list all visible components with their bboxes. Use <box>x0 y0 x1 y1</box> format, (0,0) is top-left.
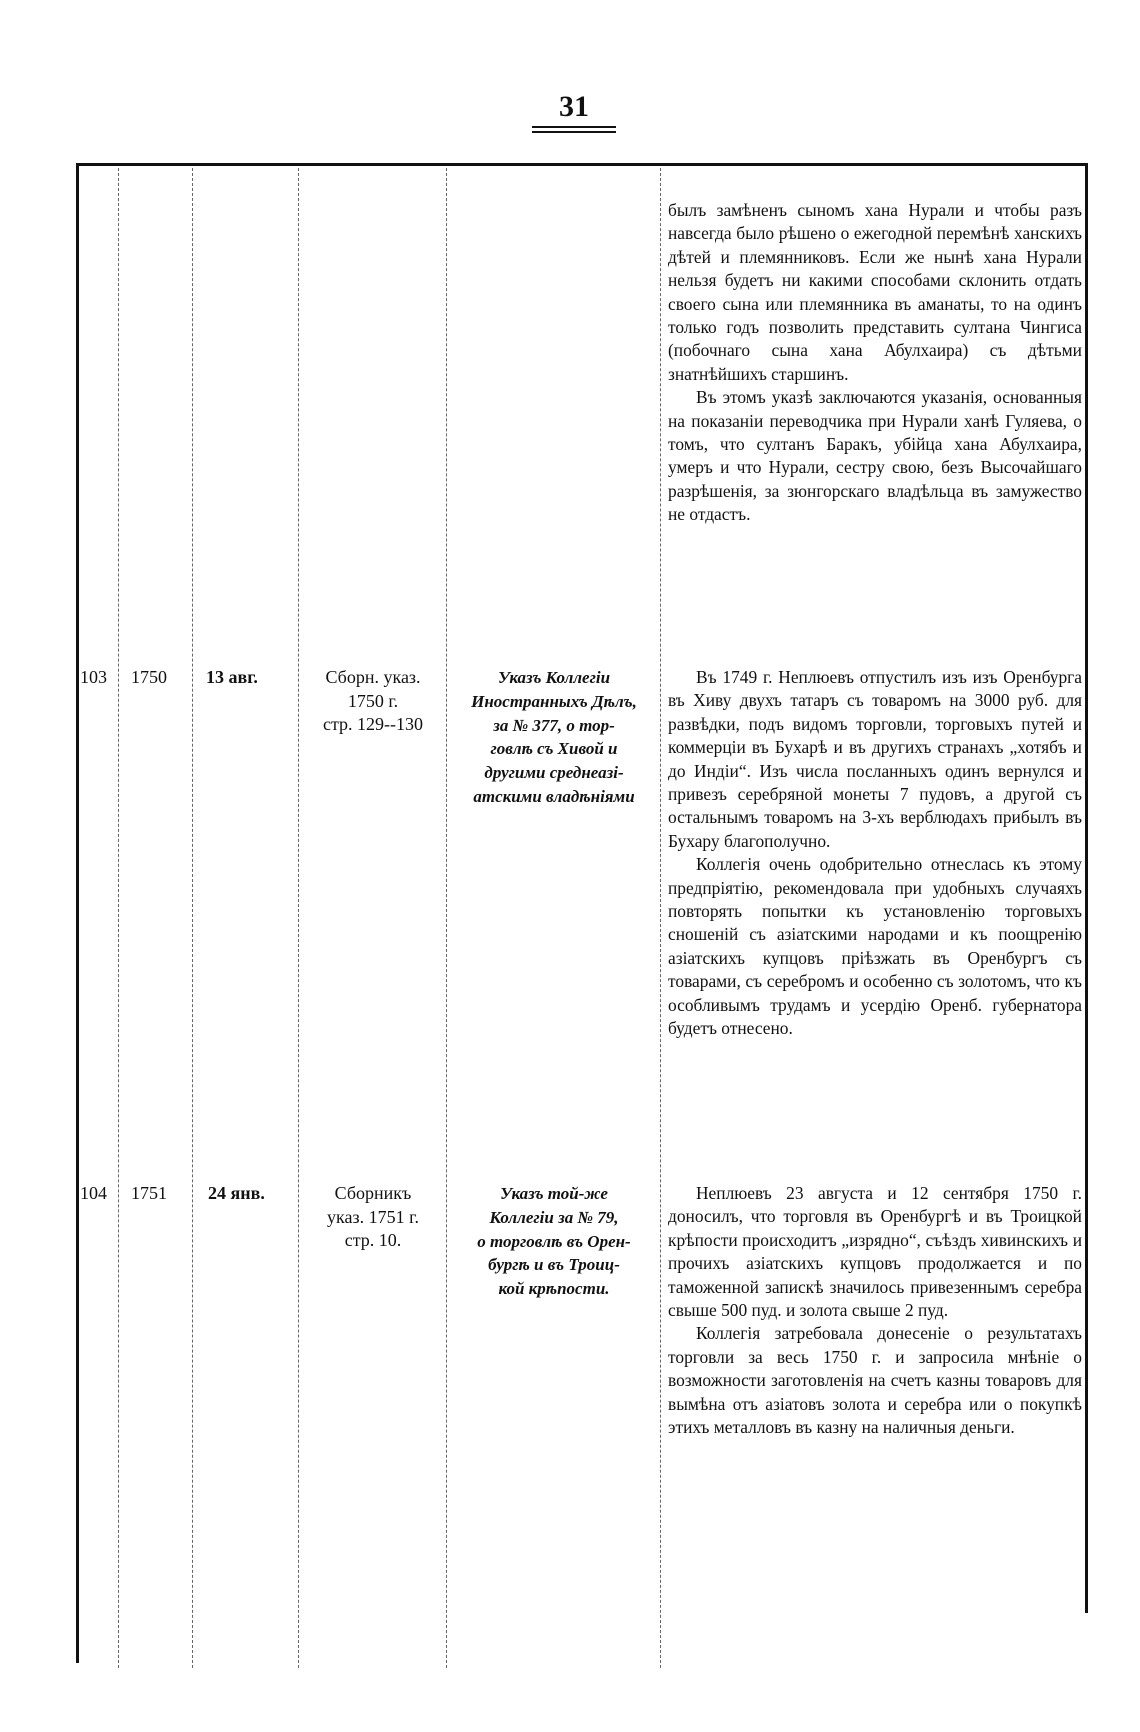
entry-103-year: 1750 <box>131 667 167 687</box>
column-divider-4 <box>446 168 447 1668</box>
entry-104-title-line-2: Коллегіи за № 79, <box>489 1207 619 1227</box>
entry-104-source-line-3: стр. 10. <box>344 1230 402 1250</box>
entry-103-number: 103 <box>80 667 107 687</box>
page-number-underline-2 <box>532 131 616 133</box>
column-divider-5 <box>660 168 661 1668</box>
entry-103-paragraph-1: Въ 1749 г. Неплюевъ отпустилъ изъ изъ Оренбурга въ Хиву двухъ татаръ съ товаромъ на 3000 руб. для развѣдки, подъ видомъ торговли, торговыхъ путей и коммерціи въ Бухарѣ и въ другихъ странахъ „хотябъ и до Индіи“. Изъ числа посланныхъ одинъ вернулся и привезъ серебряной монеты 7 пудовъ, а другой съ остальнымъ товаромъ на 3-хъ верблюдахъ прибылъ въ Бухару благополучно. <box>668 667 1082 851</box>
entry-103-title-line-4: говлѣ съ Хивой и <box>490 739 618 759</box>
entry-104-title-line-5: кой крѣпости. <box>498 1279 610 1299</box>
entry-104-source <box>300 1182 446 1253</box>
entry-104-paragraph-2: Коллегія затребовала донесеніе о результатахъ торговли за весь 1750 г. и запросила мнѣніе о возможности заготовленія на счетъ казны товаровъ для вымѣна отъ азіатовъ золота и серебра или о покупкѣ этихъ металловъ въ казну на наличныя деньги. <box>668 1323 1082 1438</box>
entry-103-source-line-3: стр. 129--130 <box>322 714 424 734</box>
entry-103-title-line-2: Иностранныхъ Дѣлъ, <box>471 691 637 711</box>
entry-103-source-line-2: 1750 г. <box>347 690 399 711</box>
entry-103-text <box>668 666 1082 1041</box>
page-number: 31 <box>559 90 589 123</box>
entry-103-source <box>300 666 446 737</box>
entry-104-paragraph-1: Неплюевъ 23 августа и 12 сентября 1750 г. доносилъ, что торговля въ Оренбургѣ и въ Троицкой крѣпости происходитъ „изрядно“, съѣздъ хивинскихъ и прочихъ азіатскихъ купцовъ продолжается и по таможенной запискѣ значилось привезеннымъ серебра свыше 500 пуд. и золота свыше 2 пуд. <box>668 1183 1082 1321</box>
entry-103-source-line-1: Сборн. указ. <box>325 667 421 687</box>
column-divider-3 <box>298 168 299 1668</box>
continuation-text <box>668 199 1082 527</box>
entry-103-title-line-3: за № 377, о тор- <box>493 715 615 735</box>
entry-104-number: 104 <box>80 1183 107 1203</box>
continuation-paragraph-1: былъ замѣненъ сыномъ хана Нурали и чтобы разъ навсегда было рѣшено о ежегодной перемѣнѣ ханскихъ дѣтей и племянниковъ. Если же нынѣ хана Нурали нельзя будетъ ни какими способами склонить отдать своего сына или племянника въ аманаты, то на одинъ только годъ позволить представить султана Чингиса (побочнаго сына хана Абулхаира) съ дѣтьми знатнѣйшихъ старшинъ. <box>668 200 1082 384</box>
entry-103-title-line-1: Указъ Коллегіи <box>497 668 611 687</box>
column-divider-2 <box>192 168 193 1668</box>
table-right-border <box>1085 163 1088 1613</box>
column-divider-1 <box>118 168 119 1668</box>
entry-104-date: 24 янв. <box>208 1183 265 1203</box>
entry-104-title-line-4: бургѣ и въ Троиц- <box>488 1255 620 1275</box>
entry-103-title-line-5: другими среднеазі- <box>484 763 624 783</box>
table-top-rule <box>76 163 1086 166</box>
entry-103-title <box>448 666 660 809</box>
entry-103-date: 13 авг. <box>206 667 258 687</box>
entry-104-year: 1751 <box>131 1183 167 1203</box>
entry-104-title <box>448 1182 660 1301</box>
entry-103-title-line-6: атскими владѣніями <box>473 786 635 806</box>
entry-104-source-line-2: указ. 1751 г. <box>327 1206 419 1227</box>
entry-104-source-line-1: Сборникъ <box>334 1183 412 1203</box>
entry-104-text <box>668 1182 1082 1439</box>
table-left-border <box>76 163 79 1663</box>
entry-104-title-line-1: Указъ той-же <box>500 1184 608 1203</box>
page-number-underline <box>532 126 616 128</box>
continuation-paragraph-2: Въ этомъ указѣ заключаются указанія, основанныя на показаніи переводчика при Нурали ханѣ Гуляева, о томъ, что султанъ Баракъ, убійца хана Абулхаира, умеръ и что Нурали, сестру свою, безъ Высочайшаго разрѣшенія, за зюнгорскаго владѣльца въ замужество не отдастъ. <box>668 387 1082 525</box>
entry-103-paragraph-2: Коллегія очень одобрительно отнеслась къ этому предпріятію, рекомендовала при удобныхъ случаяхъ повторять попытки къ установленію торговыхъ сношеній съ азіатскими народами и къ поощренію азіатскихъ купцовъ пріѣзжать въ Оренбургъ съ товарами, съ серебромъ и особенно съ золотомъ, что къ особливымъ трудамъ и усердію Оренб. губернатора будетъ отнесено. <box>668 854 1082 1039</box>
entry-104-title-line-3: о торговлѣ въ Орен- <box>477 1231 631 1251</box>
